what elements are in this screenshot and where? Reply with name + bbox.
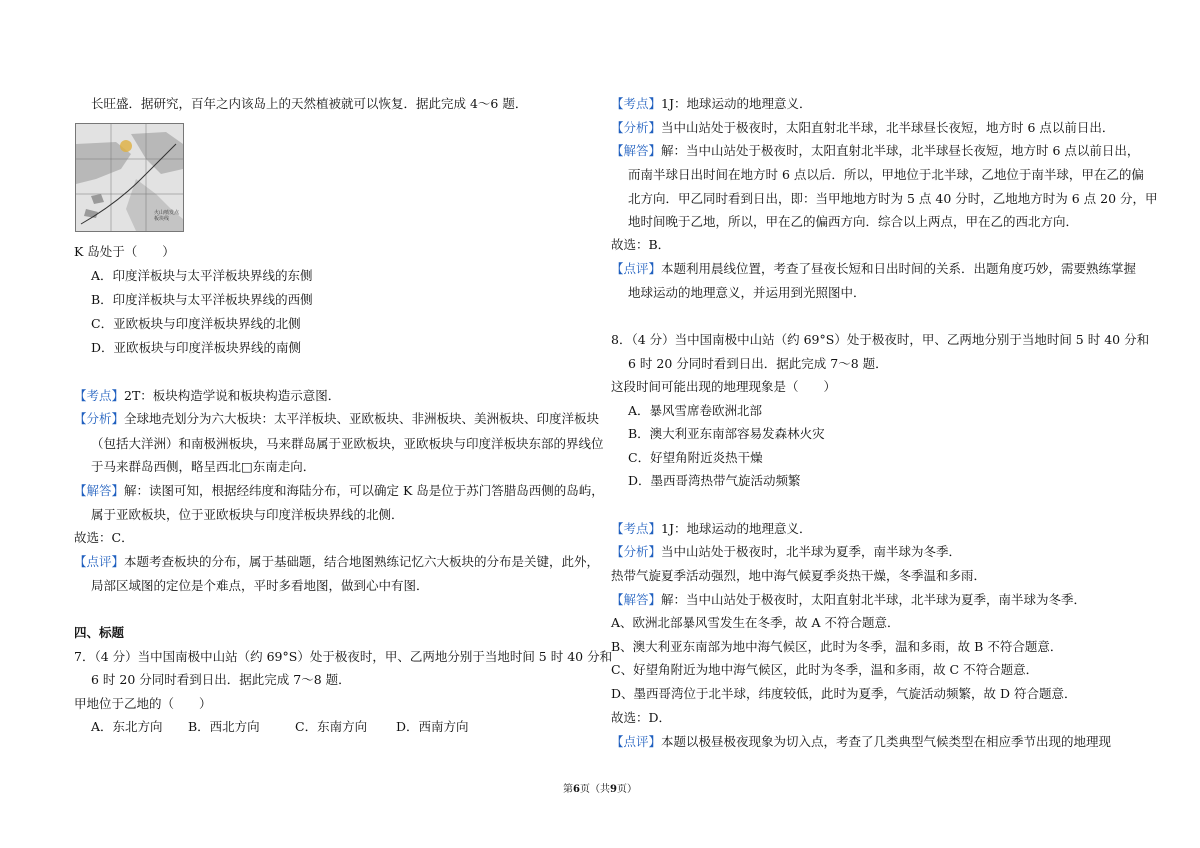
r-answer2: 故选：D． bbox=[611, 710, 672, 725]
q7-option-c: C．东南方向 bbox=[295, 719, 368, 734]
r-fenxi-tag: 【分析】 bbox=[611, 120, 662, 135]
r-dianping2-block bbox=[611, 736, 1111, 749]
dianping-line-2: 局部区域图的定位是个难点，平时多看地图，做到心中有图． bbox=[91, 578, 429, 593]
kaodian-text: 2T：板块构造学说和板块构造示意图． bbox=[124, 388, 341, 403]
footer-prefix: 第 bbox=[563, 784, 574, 795]
q8-option-c: C．好望角附近炎热干燥 bbox=[628, 450, 763, 465]
r-fenxi2-cont: 热带气旋夏季活动强烈，地中海气候夏季炎热干燥，冬季温和多雨． bbox=[611, 568, 987, 583]
jieda-line-2: 属于亚欧板块，位于亚欧板块与印度洋板块界线的北侧． bbox=[91, 507, 404, 522]
r-kaodian-tag: 【考点】 bbox=[611, 96, 662, 111]
q7-option-b: B．西北方向 bbox=[188, 719, 260, 734]
footer-mid: 页（共 bbox=[580, 784, 610, 795]
r-jieda-line-3: 北方向．甲乙同时看到日出，即：当甲地地方时为 5 点 40 分时，乙地地方时为 6 点 20 分，甲 bbox=[628, 191, 1158, 206]
r-fenxi-block bbox=[611, 122, 1114, 135]
r-kaodian-text: 1J：地球运动的地理意义． bbox=[661, 96, 812, 111]
question-stem: K 岛处于（ ） bbox=[74, 244, 175, 259]
dianping-line-1: 本题考查板块的分布，属于基础题，结合地图熟练记忆六大板块的分布是关键，此外， bbox=[124, 554, 600, 569]
r-kaodian-block bbox=[611, 98, 811, 111]
q8-option-b: B．澳大利亚东南部容易发森林火灾 bbox=[628, 426, 825, 441]
r-jieda-line-2: 而南半球日出时间在地方时 6 点以后．所以，甲地位于北半球，乙地位于南半球，甲在乙的偏 bbox=[628, 167, 1144, 182]
r-answer: 故选：B． bbox=[611, 237, 671, 252]
r-jieda2-line-a: A、欧洲北部暴风雪发生在冬季，故 A 不符合题意． bbox=[611, 615, 900, 630]
r-fenxi2-block bbox=[611, 546, 961, 559]
r-kaodian2-tag: 【考点】 bbox=[611, 521, 662, 536]
option-b: B．印度洋板块与太平洋板块界线的西侧 bbox=[91, 292, 313, 307]
q7-line-2: 6 时 20 分同时看到日出．据此完成 7～8 题． bbox=[91, 672, 351, 687]
jieda-tag: 【解答】 bbox=[74, 483, 125, 498]
kaodian-tag: 【考点】 bbox=[74, 388, 125, 403]
option-d: D．亚欧板块与印度洋板块界线的南侧 bbox=[91, 340, 302, 355]
q8-line-1: 8．（4 分）当中国南极中山站（约 69°S）处于极夜时，甲、乙两地分别于当地时间 5 时 40 分和 bbox=[611, 332, 1150, 347]
page-footer bbox=[0, 780, 1200, 795]
intro-text: 长旺盛．据研究，百年之内该岛上的天然植被就可以恢复．据此完成 4～6 题． bbox=[91, 96, 528, 111]
r-dianping-tag: 【点评】 bbox=[611, 261, 662, 276]
map-legend-2: 板块线 bbox=[154, 216, 170, 222]
r-jieda-line-1: 解：当中山站处于极夜时，太阳直射北半球，北半球昼长夜短，地方时 6 点以前日出， bbox=[661, 143, 1140, 158]
r-jieda2-block bbox=[611, 594, 1086, 607]
map-figure bbox=[75, 123, 184, 232]
dianping-block bbox=[74, 556, 599, 569]
kaodian-block bbox=[74, 390, 340, 403]
footer-suffix: 页） bbox=[616, 784, 637, 795]
total-pages: 9 bbox=[610, 784, 617, 795]
r-dianping2-text: 本题以极昼极夜现象为切入点，考查了几类典型气候类型在相应季节出现的地理现 bbox=[661, 734, 1112, 749]
r-jieda-line-4: 地时间晚于乙地，所以，甲在乙的偏西方向．综合以上两点，甲在乙的西北方向． bbox=[628, 214, 1079, 229]
r-dianping-line-1: 本题利用晨线位置，考查了昼夜长短和日出时间的关系．出题角度巧妙，需要熟练掌握 bbox=[661, 261, 1137, 276]
r-kaodian2-block bbox=[611, 523, 811, 536]
r-fenxi-text: 当中山站处于极夜时，太阳直射北半球，北半球昼长夜短，地方时 6 点以前日出． bbox=[661, 120, 1115, 135]
q8-option-d: D．墨西哥湾热带气旋活动频繁 bbox=[628, 473, 801, 488]
jieda-block bbox=[74, 485, 604, 498]
map-legend-1: 火山喷发点 bbox=[154, 210, 180, 216]
r-fenxi2-tag: 【分析】 bbox=[611, 544, 662, 559]
r-jieda2-line-c: C、好望角附近为地中海气候区，此时为冬季，温和多雨，故 C 不符合题意． bbox=[611, 662, 1039, 677]
answer: 故选：C． bbox=[74, 530, 134, 545]
fenxi-block bbox=[74, 413, 599, 426]
fenxi-tag: 【分析】 bbox=[74, 411, 125, 426]
r-dianping-line-2: 地球运动的地理意义，并运用到光照图中． bbox=[628, 285, 866, 300]
r-kaodian2-text: 1J：地球运动的地理意义． bbox=[661, 521, 812, 536]
q7-option-a: A．东北方向 bbox=[91, 719, 163, 734]
r-jieda2-line-b: B、澳大利亚东南部为地中海气候区，此时为冬季，温和多雨，故 B 不符合题意． bbox=[611, 639, 1063, 654]
option-c: C．亚欧板块与印度洋板块界线的北侧 bbox=[91, 316, 301, 331]
q8-line-2: 6 时 20 分同时看到日出．据此完成 7～8 题． bbox=[628, 356, 888, 371]
r-jieda2-tag: 【解答】 bbox=[611, 592, 662, 607]
r-jieda-tag: 【解答】 bbox=[611, 143, 662, 158]
r-jieda2-text: 解：当中山站处于极夜时，太阳直射北半球，北半球为夏季，南半球为冬季． bbox=[661, 592, 1087, 607]
r-dianping-block bbox=[611, 263, 1136, 276]
q8-stem: 这段时间可能出现的地理现象是（ ） bbox=[611, 379, 837, 394]
section-title: 四、标题 bbox=[74, 625, 125, 640]
q7-line-1: 7．（4 分）当中国南极中山站（约 69°S）处于极夜时，甲、乙两地分别于当地时间 5 时 40 分和 bbox=[74, 649, 613, 664]
q8-option-a: A．暴风雪席卷欧洲北部 bbox=[628, 403, 763, 418]
fenxi-line-3: 于马来群岛西侧，略呈西北□东南走向． bbox=[91, 459, 316, 474]
q7-option-d: D．西南方向 bbox=[396, 719, 469, 734]
option-a: A．印度洋板块与太平洋板块界线的东侧 bbox=[91, 268, 313, 283]
page-number: 6 bbox=[573, 784, 580, 795]
r-dianping2-tag: 【点评】 bbox=[611, 734, 662, 749]
r-jieda-block bbox=[611, 145, 1139, 158]
dianping-tag: 【点评】 bbox=[74, 554, 125, 569]
fenxi-line-2: （包括大洋洲）和南极洲板块，马来群岛属于亚欧板块，亚欧板块与印度洋板块东部的界线位 bbox=[91, 436, 604, 451]
r-jieda2-line-d: D、墨西哥湾位于北半球，纬度较低，此时为夏季，气旋活动频繁，故 D 符合题意． bbox=[611, 686, 1077, 701]
fenxi-line-1: 全球地壳划分为六大板块：太平洋板块、亚欧板块、非洲板块、美洲板块、印度洋板块 bbox=[124, 411, 600, 426]
q7-stem: 甲地位于乙地的（ ） bbox=[74, 696, 212, 711]
jieda-line-1: 解：读图可知，根据经纬度和海陆分布，可以确定 K 岛是位于苏门答腊岛西侧的岛屿， bbox=[124, 483, 604, 498]
r-fenxi2-text: 当中山站处于极夜时，北半球为夏季，南半球为冬季． bbox=[661, 544, 962, 559]
